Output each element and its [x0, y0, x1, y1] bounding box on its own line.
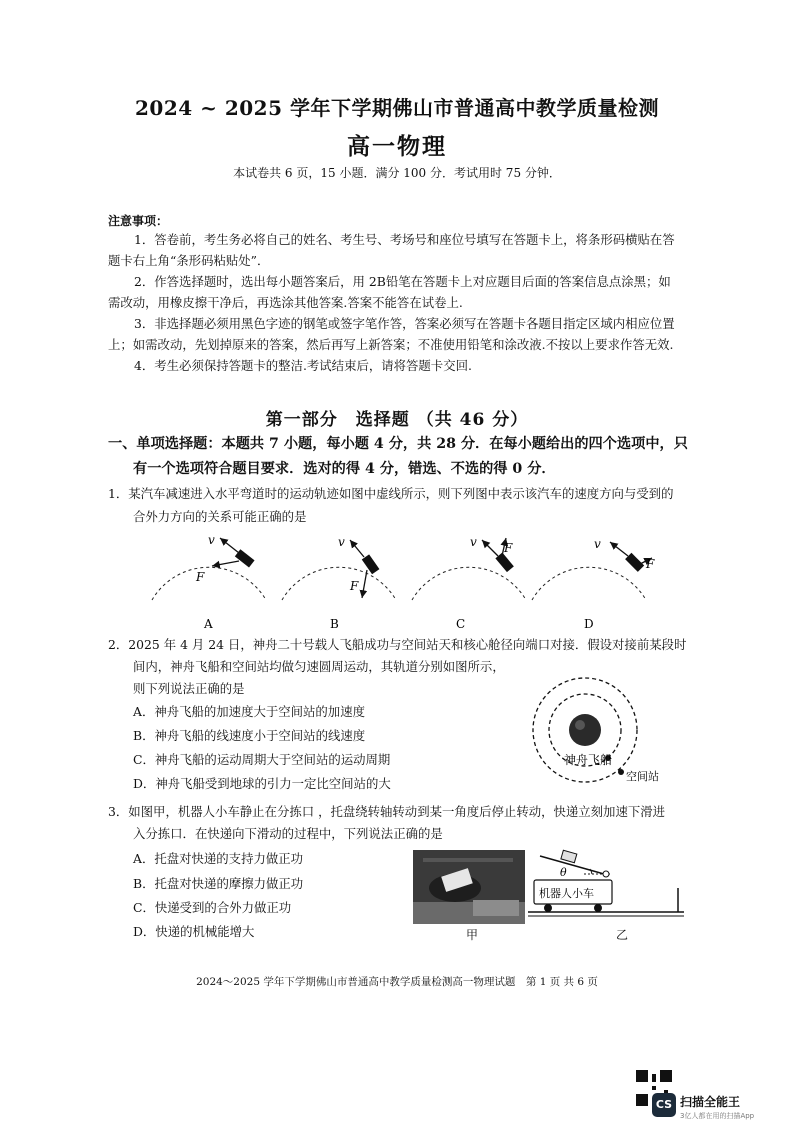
- v-label: v: [338, 535, 345, 549]
- q2-stem-2: 间内，神舟飞船和空间站均做匀速圆周运动，其轨道分别如图所示，: [133, 659, 505, 674]
- q2-option-b: B．神舟飞船的线速度小于空间站的线速度: [133, 728, 366, 743]
- q3-option-d: D．快递的机械能增大: [133, 924, 255, 939]
- q2-stem-1: 2．2025 年 4 月 24 日，神舟二十号载人飞船成功与空间站天和核心舱径向端口对接．假设对接前某段时: [108, 637, 687, 652]
- diagram-b: [282, 535, 396, 631]
- q1-stem-2: 合外力方向的关系可能正确的是: [133, 509, 307, 524]
- ship-label: 神舟飞船: [564, 753, 613, 767]
- subject-title: 高一物理: [347, 133, 447, 160]
- exam-info: 本试卷共 6 页，15 小题．满分 100 分．考试用时 75 分钟．: [233, 166, 561, 180]
- scanner-app-name: 扫描全能王: [680, 1095, 741, 1109]
- pivot: [603, 871, 609, 877]
- earth-highlight: [575, 720, 585, 730]
- q3-stem-1: 3．如图甲，机器人小车静止在分拣口 ，托盘绕转轴转动到某一角度后停止转动，快递立刻加速下滑进: [108, 804, 666, 819]
- v-label: v: [594, 537, 601, 551]
- q2-option-c: C．神舟飞船的运动周期大于空间站的运动周期: [133, 752, 391, 767]
- q2-orbit-figure: [520, 672, 690, 792]
- force-arrow: [362, 570, 367, 598]
- sort-opening: [473, 900, 519, 916]
- trajectory-arc: [282, 567, 396, 600]
- photo-caption: 甲: [466, 928, 479, 942]
- velocity-arrow: [350, 540, 364, 557]
- trajectory-arc: [532, 567, 646, 600]
- note-line: 需改动，用橡皮擦干净后，再选涂其他答案.答案不能答在试卷上.: [108, 295, 463, 310]
- force-arrow: [212, 561, 239, 566]
- f-label: F: [646, 557, 655, 571]
- f-label: F: [350, 579, 359, 593]
- car-icon: [362, 554, 380, 574]
- note-line: 题卡右上角“条形码粘贴处”．: [108, 253, 270, 268]
- section-desc-2: 有一个选项符合题目要求．选对的得 4 分，错选、不选的得 0 分．: [133, 461, 556, 477]
- angle-arc: [590, 869, 592, 874]
- label-d: D: [584, 617, 594, 631]
- q3-stem-2: 入分拣口．在快递向下滑动的过程中，下列说法正确的是: [133, 826, 443, 841]
- station-dot: [618, 769, 624, 775]
- q3-option-c: C．快递受到的合外力做正功: [133, 900, 292, 915]
- page-footer: 2024～2025 学年下学期佛山市普通高中教学质量检测高一物理试题 第 1 页 共 6 页: [196, 976, 598, 988]
- notes-heading: 注意事项：: [108, 214, 169, 228]
- label-b: B: [330, 617, 339, 631]
- velocity-arrow: [482, 540, 498, 556]
- note-line: 1．答卷前，考生务必将自己的姓名、考生号、考场号和座位号填写在答题卡上，将条形码横贴在答: [134, 232, 675, 247]
- q3-photo-figure: [413, 850, 525, 924]
- note-line: 2．作答选择题时，选出每小题答案后，用 2B铅笔在答题卡上对应题目后面的答案信息点涂黑；如: [134, 274, 671, 289]
- f-label: F: [504, 541, 513, 555]
- scanner-app-tagline: 3亿人都在用的扫描App: [680, 1112, 755, 1120]
- note-line: 4．考生必须保持答题卡的整洁.考试结束后，请将答题卡交回.: [134, 358, 472, 373]
- velocity-arrow: [610, 542, 628, 556]
- exam-title: 2024 ~ 2025 学年下学期佛山市普通高中教学质量检测: [135, 96, 659, 120]
- package-box: [561, 850, 577, 863]
- q3-option-b: B．托盘对快递的摩擦力做正功: [133, 876, 304, 891]
- label-c: C: [456, 617, 466, 631]
- earth-icon: [569, 714, 601, 746]
- note-line: 3．非选择题必须用黑色字迹的钢笔或签字笔作答，答案必须写在答题卡各题目指定区域内相应位置: [134, 316, 675, 331]
- section-title: 第一部分 选择题 （共 46 分）: [265, 410, 529, 430]
- label-a: A: [204, 617, 213, 631]
- diagram-a: [152, 533, 266, 631]
- note-line: 上；如需改动，先划掉原来的答案，然后再写上新答案；不准使用铅笔和涂改液.不按以上要求作答无效.: [108, 337, 674, 352]
- q3-robot-figure: [528, 846, 688, 926]
- section-desc-1: 一、单项选择题：本题共 7 小题，每小题 4 分，共 28 分．在每小题给出的四个选项中，只: [108, 436, 688, 452]
- q2-option-a: A．神舟飞船的加速度大于空间站的加速度: [133, 704, 365, 719]
- cs-logo-icon: CS: [652, 1093, 676, 1117]
- robot-label: 机器人小车: [539, 887, 594, 900]
- rail: [423, 858, 513, 862]
- velocity-arrow: [220, 538, 239, 553]
- theta-label: θ: [560, 866, 567, 879]
- trajectory-arc: [412, 567, 526, 600]
- q2-option-d: D．神舟飞船受到地球的引力一定比空间站的大: [133, 776, 391, 791]
- diagram-c: [412, 535, 526, 631]
- q2-stem-3: 则下列说法正确的是: [133, 681, 245, 696]
- wheel-right: [594, 904, 602, 912]
- station-label: 空间站: [626, 770, 659, 783]
- diagram-d: [532, 537, 655, 631]
- trajectory-arc: [152, 567, 266, 600]
- v-label: v: [208, 533, 215, 547]
- diagram-caption: 乙: [616, 928, 629, 942]
- wheel-left: [544, 904, 552, 912]
- q3-option-a: A．托盘对快递的支持力做正功: [133, 851, 304, 866]
- q1-stem-1: 1．某汽车减速进入水平弯道时的运动轨迹如图中虚线所示，则下列图中表示该汽车的速度方向与受到的: [108, 486, 674, 501]
- q1-diagrams: [140, 528, 680, 638]
- v-label: v: [470, 535, 477, 549]
- f-label: F: [196, 570, 205, 584]
